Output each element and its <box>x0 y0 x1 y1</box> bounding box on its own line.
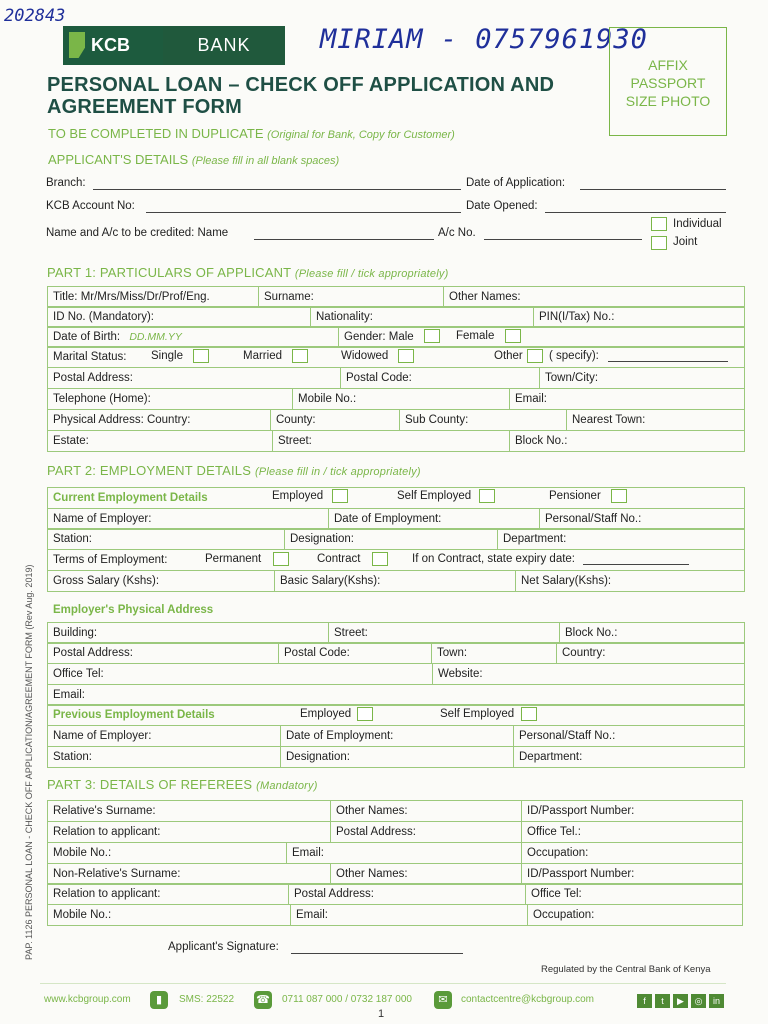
footer-website[interactable]: www.kcbgroup.com <box>44 994 131 1005</box>
other-checkbox[interactable] <box>527 349 543 363</box>
part3-table-row2 <box>47 821 743 843</box>
phone-icon: ▮ <box>150 991 168 1009</box>
widowed-checkbox[interactable] <box>398 349 414 363</box>
part2-previous-row1 <box>47 704 745 726</box>
footer-divider <box>40 983 726 984</box>
part1-heading <box>47 265 448 280</box>
gross-cell[interactable]: Gross Salary (Kshs): <box>48 571 275 592</box>
date-opened-label: Date Opened: <box>466 200 538 212</box>
part2-address-row4 <box>47 684 745 706</box>
address-street-cell[interactable]: Street: <box>329 623 560 644</box>
address-town-cell[interactable]: Town: <box>432 643 557 664</box>
rel-id-cell[interactable]: ID/Passport Number: <box>522 801 743 822</box>
phys-country-cell[interactable]: Physical Address: Country: <box>48 410 271 431</box>
date-employment-cell[interactable]: Date of Employment: <box>329 509 540 530</box>
email-icon: ✉ <box>434 991 452 1009</box>
joint-checkbox[interactable] <box>651 236 667 250</box>
prev-employer-cell[interactable]: Name of Employer: <box>48 726 281 747</box>
expiry-label: If on Contract, state expiry date: <box>412 553 575 565</box>
applicant-details-heading <box>48 152 339 167</box>
rel-postal-cell[interactable]: Postal Address: <box>331 822 522 843</box>
part1-table-row8 <box>47 430 745 452</box>
joint-label: Joint <box>673 236 698 248</box>
applicant-heading-text: APPLICANT'S DETAILS <box>48 152 189 167</box>
part2-heading-note: (Please fill in / tick appropriately) <box>254 466 421 478</box>
duplicate-instruction <box>48 126 455 141</box>
table-row <box>48 509 745 530</box>
part2-address-row2 <box>47 642 745 664</box>
married-checkbox[interactable] <box>292 349 308 363</box>
table-row <box>48 623 745 644</box>
nonrel-relation-cell[interactable]: Relation to applicant: <box>48 884 289 905</box>
part2-table-row2 <box>47 508 745 530</box>
other-names-cell[interactable]: Other Names: <box>444 287 745 308</box>
rel-surname-cell[interactable]: Relative's Surname: <box>48 801 331 822</box>
table-row <box>48 726 745 747</box>
married-label: Married <box>243 350 282 362</box>
part3-table-row6 <box>47 904 743 926</box>
title-line-2: AGREEMENT FORM <box>47 96 243 118</box>
prev-designation-cell[interactable]: Designation: <box>281 747 514 768</box>
building-cell[interactable]: Building: <box>48 623 329 644</box>
part2-table-row1 <box>47 487 745 509</box>
postal-code-cell[interactable]: Postal Code: <box>341 368 540 389</box>
address-block-cell[interactable]: Block No.: <box>560 623 745 644</box>
prev-self-employed-checkbox[interactable] <box>521 707 537 721</box>
dob-cell[interactable] <box>48 327 339 348</box>
widowed-label: Widowed <box>341 350 389 362</box>
regulated-note: Regulated by the Central Bank of Kenya <box>541 964 711 975</box>
employed-label: Employed <box>272 490 324 502</box>
nonrel-postal-cell[interactable]: Postal Address: <box>289 884 526 905</box>
part2-heading-text: PART 2: EMPLOYMENT DETAILS <box>47 463 252 478</box>
part3-table-row5 <box>47 883 743 905</box>
logo-bank-text: BANK <box>163 26 285 65</box>
part2-previous-row2 <box>47 725 745 747</box>
prev-department-cell[interactable]: Department: <box>514 747 745 768</box>
prev-staff-cell[interactable]: Personal/Staff No.: <box>514 726 745 747</box>
prev-station-cell[interactable]: Station: <box>48 747 281 768</box>
photo-line-2: PASSPORT <box>630 75 706 91</box>
duplicate-note: (Original for Bank, Copy for Customer) <box>267 129 455 141</box>
station-cell[interactable]: Station: <box>48 529 285 550</box>
single-label: Single <box>151 350 183 362</box>
table-row <box>48 864 743 885</box>
signature-field[interactable] <box>291 953 463 954</box>
account-label: KCB Account No: <box>46 200 135 212</box>
specify-field[interactable] <box>608 361 728 362</box>
website-cell[interactable]: Website: <box>433 664 745 685</box>
twitter-icon[interactable]: t <box>655 994 670 1008</box>
rel-occupation-cell[interactable]: Occupation: <box>522 843 743 864</box>
department-cell[interactable]: Department: <box>498 529 745 550</box>
part3-heading <box>47 777 318 792</box>
surname-cell[interactable]: Surname: <box>259 287 444 308</box>
nonrel-mobile-cell[interactable]: Mobile No.: <box>48 905 291 926</box>
instagram-icon[interactable]: ◎ <box>691 994 706 1008</box>
table-row <box>48 368 745 389</box>
id-no-cell[interactable]: ID No. (Mandatory): <box>48 307 311 328</box>
employer-physical-heading: Employer's Physical Address <box>53 604 214 616</box>
expiry-field[interactable] <box>583 564 689 565</box>
part2-address-row1 <box>47 622 745 644</box>
address-postal-cell[interactable]: Postal Address: <box>48 643 279 664</box>
part2-table-row3 <box>47 528 745 550</box>
part2-table-row5 <box>47 570 745 592</box>
nearest-town-cell[interactable]: Nearest Town: <box>567 410 745 431</box>
pensioner-label: Pensioner <box>549 490 601 502</box>
date-opened-field[interactable] <box>545 212 726 213</box>
table-row <box>48 664 745 685</box>
logo-brand: KCB <box>91 35 130 55</box>
table-row <box>48 550 745 571</box>
part2-heading <box>47 463 421 478</box>
duplicate-text: TO BE COMPLETED IN DUPLICATE <box>48 126 264 141</box>
address-country-cell[interactable]: Country: <box>557 643 745 664</box>
photo-line-3: SIZE PHOTO <box>625 93 711 109</box>
address-postal-code-cell[interactable]: Postal Code: <box>279 643 432 664</box>
table-row <box>48 571 745 592</box>
part1-table <box>47 286 745 308</box>
block-cell[interactable]: Block No.: <box>510 431 745 452</box>
nonrel-email-cell[interactable]: Email: <box>291 905 528 926</box>
contract-label: Contract <box>317 553 361 565</box>
previous-employment-cell <box>48 705 745 726</box>
part1-table-row3 <box>47 326 745 348</box>
nationality-cell[interactable]: Nationality: <box>311 307 534 328</box>
address-email-cell[interactable]: Email: <box>48 685 745 706</box>
mobile-cell[interactable]: Mobile No.: <box>293 389 510 410</box>
prev-date-cell[interactable]: Date of Employment: <box>281 726 514 747</box>
telephone-icon: ☎ <box>254 991 272 1009</box>
facebook-icon[interactable]: f <box>637 994 652 1008</box>
rel-email-cell[interactable]: Email: <box>287 843 522 864</box>
table-row <box>48 685 745 706</box>
previous-employment-label: Previous Employment Details <box>53 708 215 721</box>
kcb-logo-mark-icon <box>69 32 85 58</box>
dob-label: Date of Birth: <box>53 330 121 343</box>
rel-mobile-cell[interactable]: Mobile No.: <box>48 843 287 864</box>
footer-sms: SMS: 22522 <box>179 994 235 1005</box>
table-row <box>48 431 745 452</box>
table-row <box>48 327 745 348</box>
date-application-label: Date of Application: <box>466 177 566 189</box>
part1-table-row2 <box>47 306 745 328</box>
account-field[interactable] <box>146 212 461 213</box>
rel-office-tel-cell[interactable]: Office Tel.: <box>522 822 743 843</box>
table-row <box>48 747 745 768</box>
table-row <box>48 884 743 905</box>
female-label: Female <box>456 330 495 342</box>
part1-table-row6 <box>47 388 745 410</box>
contract-checkbox[interactable] <box>372 552 388 566</box>
basic-cell[interactable]: Basic Salary(Kshs): <box>275 571 516 592</box>
current-employment-label: Current Employment Details <box>53 491 208 504</box>
part2-previous-row3 <box>47 746 745 768</box>
nonrel-id-cell[interactable]: ID/Passport Number: <box>522 864 743 885</box>
prev-self-employed-label: Self Employed <box>440 708 515 720</box>
signature-label: Applicant's Signature: <box>168 941 279 953</box>
county-cell[interactable]: County: <box>271 410 400 431</box>
table-row <box>48 843 743 864</box>
individual-checkbox[interactable] <box>651 217 667 231</box>
self-employed-label: Self Employed <box>397 490 472 502</box>
part1-table-row7 <box>47 409 745 431</box>
table-row <box>48 905 743 926</box>
employed-checkbox[interactable] <box>332 489 348 503</box>
female-checkbox[interactable] <box>505 329 521 343</box>
office-tel-cell[interactable]: Office Tel: <box>48 664 433 685</box>
net-cell[interactable]: Net Salary(Kshs): <box>516 571 745 592</box>
kcb-logo <box>63 26 285 65</box>
table-row <box>48 488 745 509</box>
sub-county-cell[interactable]: Sub County: <box>400 410 567 431</box>
other-label: Other <box>494 350 523 362</box>
table-row <box>48 822 743 843</box>
part2-table-row4 <box>47 549 745 571</box>
postal-cell[interactable]: Postal Address: <box>48 368 341 389</box>
name-ac-label: Name and A/c to be credited: Name <box>46 227 229 239</box>
youtube-icon[interactable]: ▶ <box>673 994 688 1008</box>
self-employed-checkbox[interactable] <box>479 489 495 503</box>
designation-cell[interactable]: Designation: <box>285 529 498 550</box>
pin-cell[interactable]: PIN(I/Tax) No.: <box>534 307 745 328</box>
passport-photo-box <box>609 27 727 136</box>
gender-male-label: Gender: Male <box>344 330 414 343</box>
branch-field[interactable] <box>93 189 461 190</box>
nonrel-other-names-cell[interactable]: Other Names: <box>331 864 522 885</box>
part1-heading-note: (Please fill / tick appropriately) <box>294 268 449 280</box>
ac-no-label: A/c No. <box>438 227 476 239</box>
table-row <box>48 307 745 328</box>
staff-no-cell[interactable]: Personal/Staff No.: <box>540 509 745 530</box>
email-cell[interactable]: Email: <box>510 389 745 410</box>
part1-heading-text: PART 1: PARTICULARS OF APPLICANT <box>47 265 292 280</box>
table-row <box>48 801 743 822</box>
nonrel-occupation-cell[interactable]: Occupation: <box>528 905 743 926</box>
part2-address-row3 <box>47 663 745 685</box>
individual-label: Individual <box>673 218 722 230</box>
nonrel-surname-cell[interactable]: Non-Relative's Surname: <box>48 864 331 885</box>
table-row <box>48 705 745 726</box>
rel-other-names-cell[interactable]: Other Names: <box>331 801 522 822</box>
date-application-field[interactable] <box>580 189 726 190</box>
prev-employed-label: Employed <box>300 708 352 720</box>
permanent-checkbox[interactable] <box>273 552 289 566</box>
branch-label: Branch: <box>46 177 86 189</box>
specify-label: ( specify): <box>549 350 599 362</box>
table-row <box>48 389 745 410</box>
linkedin-icon[interactable]: in <box>709 994 724 1008</box>
handwritten-reference-number: 202843 <box>4 6 66 26</box>
part3-table-row3 <box>47 842 743 864</box>
table-row <box>48 410 745 431</box>
title-cell[interactable]: Title: Mr/Mrs/Miss/Dr/Prof/Eng. <box>48 287 259 308</box>
estate-cell[interactable]: Estate: <box>48 431 273 452</box>
applicant-heading-note: (Please fill in all blank spaces) <box>191 155 340 167</box>
prev-employed-checkbox[interactable] <box>357 707 373 721</box>
photo-line-1: AFFIX <box>648 57 688 73</box>
title-line-1: PERSONAL LOAN – CHECK OFF APPLICATION AND <box>47 74 555 96</box>
footer-email[interactable]: contactcentre@kcbgroup.com <box>461 994 594 1005</box>
part3-heading-text: PART 3: DETAILS OF REFEREES <box>47 777 253 792</box>
name-field[interactable] <box>254 239 434 240</box>
ac-no-field[interactable] <box>484 239 642 240</box>
terms-label: Terms of Employment: <box>53 553 168 566</box>
terms-cell <box>48 550 745 571</box>
part3-heading-note: (Mandatory) <box>256 780 318 792</box>
current-employment-cell <box>48 488 745 509</box>
town-cell[interactable]: Town/City: <box>540 368 745 389</box>
nonrel-office-tel-cell[interactable]: Office Tel: <box>526 884 743 905</box>
handwritten-name-phone: MIRIAM - 0757961930 <box>320 24 648 55</box>
single-checkbox[interactable] <box>193 349 209 363</box>
table-row <box>48 643 745 664</box>
part3-table-row1 <box>47 800 743 822</box>
dob-hint: DD.MM.YY <box>129 330 182 343</box>
permanent-label: Permanent <box>205 553 262 565</box>
footer-phones: 0711 087 000 / 0732 187 000 <box>282 994 412 1005</box>
street-cell[interactable]: Street: <box>273 431 510 452</box>
table-row <box>48 287 745 308</box>
page-number: 1 <box>378 1008 385 1020</box>
form-code-sidebar: PAP. 1126 PERSONAL LOAN - CHECK OFF APPLICATION/AGREEMENT FORM (Rev Aug. 2019) <box>24 564 34 960</box>
tel-home-cell[interactable]: Telephone (Home): <box>48 389 293 410</box>
gender-cell <box>339 327 745 348</box>
pensioner-checkbox[interactable] <box>611 489 627 503</box>
employer-name-cell[interactable]: Name of Employer: <box>48 509 329 530</box>
part3-table-row4 <box>47 863 743 885</box>
male-checkbox[interactable] <box>424 329 440 343</box>
table-row <box>48 529 745 550</box>
form-title <box>47 74 554 118</box>
relation-cell[interactable]: Relation to applicant: <box>48 822 331 843</box>
part1-table-row5 <box>47 367 745 389</box>
marital-label: Marital Status: <box>53 350 127 363</box>
